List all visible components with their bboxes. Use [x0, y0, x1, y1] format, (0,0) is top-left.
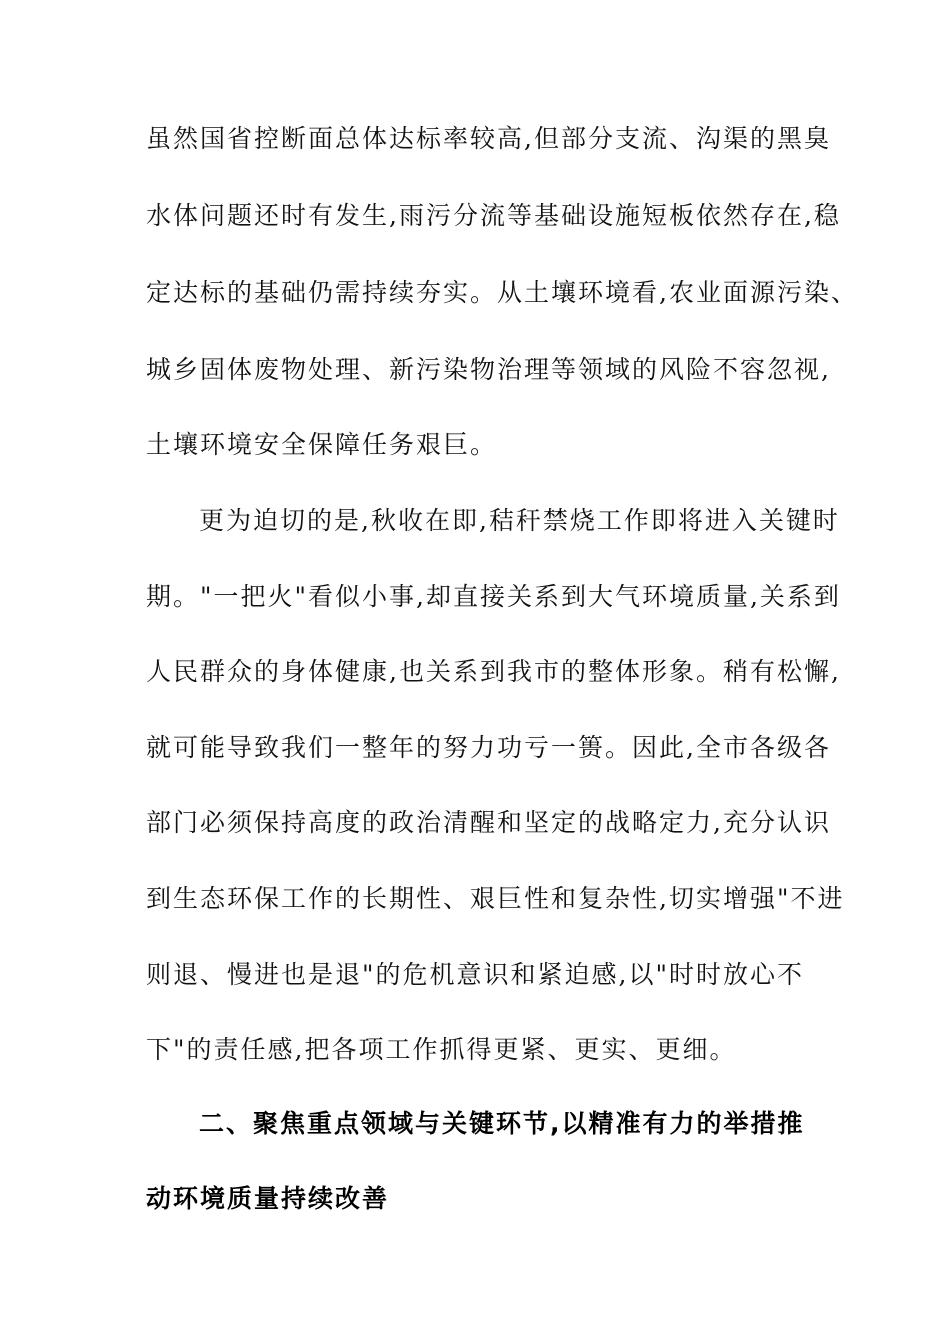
- section-heading: 动环境质量持续改善: [146, 1184, 390, 1213]
- paragraph-line: 人民群众的身体健康,也关系到我市的整体形象。稍有松懈,: [146, 657, 841, 686]
- paragraph-line: 到生态环保工作的长期性、艰巨性和复杂性,切实增强"不进: [146, 884, 845, 913]
- paragraph-line: 土壤环境安全保障任务艰巨。: [146, 430, 498, 459]
- paragraph-line: 城乡固体废物处理、新污染物治理等领域的风险不容忽视,: [146, 355, 831, 384]
- paragraph-line: 更为迫切的是,秋收在即,秸秆禁烧工作即将进入关键时: [199, 506, 840, 535]
- section-heading: 二、聚焦重点领域与关键环节,以精准有力的举措推: [199, 1109, 805, 1138]
- paragraph-line: 虽然国省控断面总体达标率较高,但部分支流、沟渠的黑臭: [146, 124, 831, 153]
- paragraph-line: 期。"一把火"看似小事,却直接关系到大气环境质量,关系到: [146, 582, 841, 611]
- paragraph-line: 下"的责任感,把各项工作抓得更紧、更实、更细。: [146, 1035, 737, 1064]
- paragraph-line: 就可能导致我们一整年的努力功亏一篑。因此,全市各级各: [146, 733, 831, 762]
- paragraph-line: 则退、慢进也是退"的危机意识和紧迫感,以"时时放心不: [146, 960, 804, 989]
- paragraph-line: 水体问题还时有发生,雨污分流等基础设施短板依然存在,稳: [146, 201, 841, 230]
- paragraph-line: 定达标的基础仍需持续夯实。从土壤环境看,农业面源污染、: [146, 278, 858, 307]
- paragraph-line: 部门必须保持高度的政治清醒和坚定的战略定力,充分认识: [146, 808, 831, 837]
